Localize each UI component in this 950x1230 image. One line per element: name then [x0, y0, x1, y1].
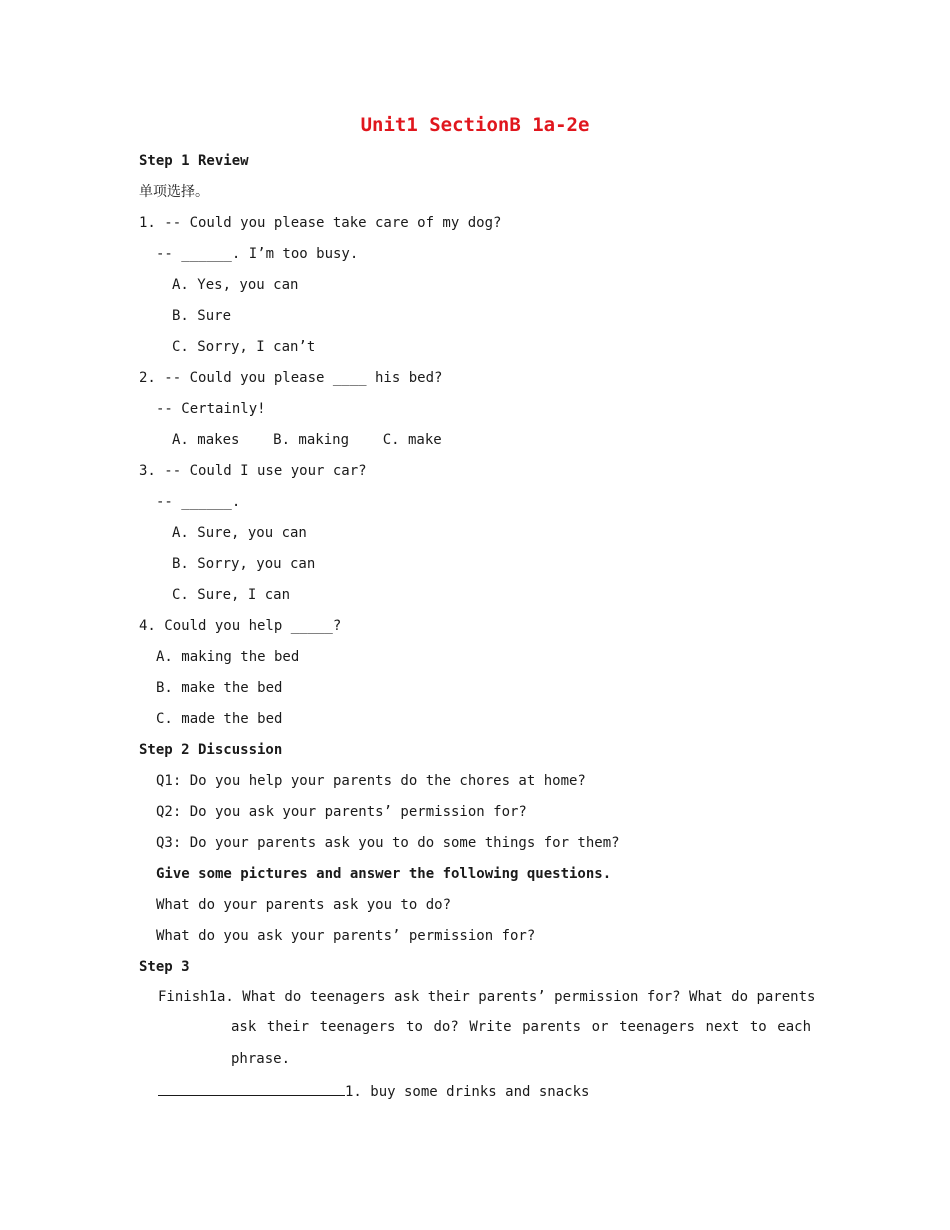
step3-item-1 — [158, 1081, 589, 1101]
q1-stem: 1. -- Could you please take care of my dog? — [139, 215, 502, 231]
step1-instruction: 单项选择。 — [139, 184, 209, 200]
q2-options: A. makes B. making C. make — [172, 432, 442, 448]
step1-heading: Step 1 Review — [139, 153, 249, 169]
step3-heading: Step 3 — [139, 959, 190, 975]
q3-option-c: C. Sure, I can — [172, 587, 291, 603]
discussion-q2: Q2: Do you ask your parents’ permission for? — [156, 804, 527, 820]
q1-option-a: A. Yes, you can — [172, 277, 299, 293]
q3-stem: 3. -- Could I use your car? — [139, 463, 367, 479]
page-title: Unit1 SectionB 1a-2e — [360, 114, 590, 136]
q4-option-c: C. made the bed — [156, 711, 283, 727]
followup-question-2: What do you ask your parents’ permission for? — [156, 928, 536, 944]
q4-option-a: A. making the bed — [156, 649, 300, 665]
q3-reply: -- ______. — [156, 494, 241, 510]
step3-task-line1: Finish1a. What do teenagers ask their parents’ permission for? What do parents — [158, 989, 816, 1005]
step3-task-line2-text: ask their teenagers to do? Write parents or teenagers next to each — [231, 1019, 811, 1035]
q2-reply: -- Certainly! — [156, 401, 266, 417]
q4-stem: 4. Could you help _____? — [139, 618, 342, 634]
step3-task-line3: phrase. — [231, 1051, 291, 1067]
q3-option-b: B. Sorry, you can — [172, 556, 316, 572]
step3-item-1-text: 1. buy some drinks and snacks — [345, 1084, 590, 1100]
q4-option-b: B. make the bed — [156, 680, 283, 696]
q2-stem: 2. -- Could you please ____ his bed? — [139, 370, 443, 386]
q1-option-c: C. Sorry, I can’t — [172, 339, 316, 355]
discussion-q1: Q1: Do you help your parents do the chores at home? — [156, 773, 586, 789]
step2-heading: Step 2 Discussion — [139, 742, 283, 758]
discussion-q3: Q3: Do your parents ask you to do some things for them? — [156, 835, 620, 851]
step3-task-line2 — [231, 1012, 811, 1043]
q1-reply: -- ______. I’m too busy. — [156, 246, 359, 262]
q1-option-b: B. Sure — [172, 308, 232, 324]
followup-question-1: What do your parents ask you to do? — [156, 897, 452, 913]
discussion-prompt: Give some pictures and answer the following questions. — [156, 866, 612, 882]
q3-option-a: A. Sure, you can — [172, 525, 307, 541]
answer-blank[interactable] — [158, 1081, 345, 1096]
